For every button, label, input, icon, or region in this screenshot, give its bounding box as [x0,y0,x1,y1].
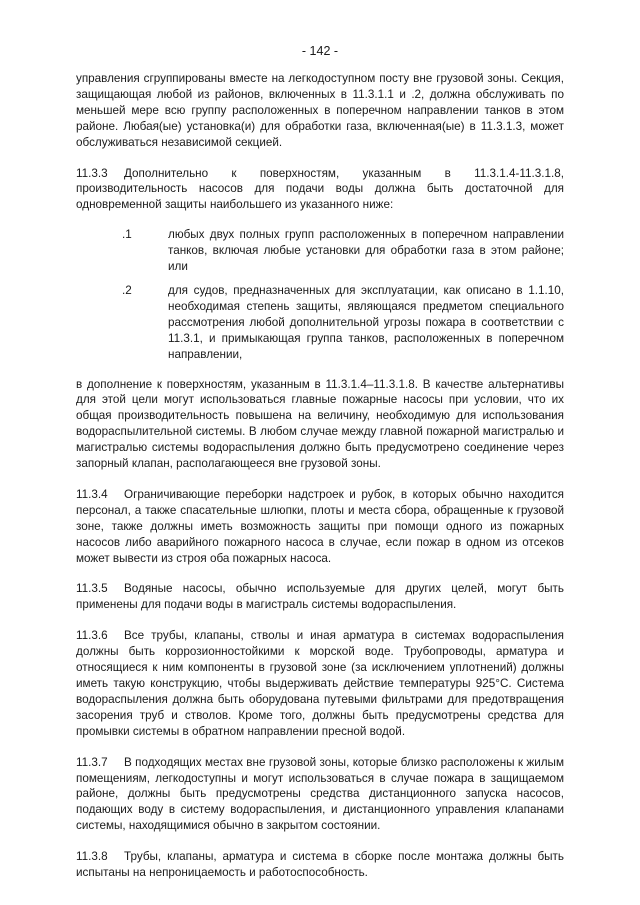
clause-number: 11.3.8 [76,850,108,864]
paragraph-11-3-7 [76,755,564,835]
clause-number: 11.3.3 [76,166,108,180]
clause-number: 11.3.7 [76,755,108,769]
document-body [76,71,564,896]
list-item-label: .1 [122,228,132,242]
clause-number: 11.3.4 [76,487,108,501]
clause-text: Дополнительно к поверхностям, указанным в 11.3.1.4-11.3.1.8, производительность насосов для подачи воды должна быть достаточной для одновременной защиты наибольшего из указанного ниже: [76,166,564,212]
paragraph-11-3-8 [76,849,564,881]
list-item [76,227,564,275]
paragraph-11-3-6 [76,628,564,739]
list-item-text: любых двух полных групп расположенных в поперечном направлении танков, включая любые установки для обработки газа в этом районе; или [168,228,564,274]
paragraph-continuation: управления сгруппированы вместе на легкодоступном посту вне грузовой зоны. Секция, защищающая любой из районов, включенных в 11.3.1.1 и .2, должна обслуживать по меньшей мере всю группу расположенных в поперечном направлении танков в этом районе. Любая(ые) установка(и) для обработки газа, включенная(ые) в 11.3.1.3, может обслуживаться независимой секцией. [76,72,564,149]
list-item-text: для судов, предназначенных для эксплуатации, как описано в 1.1.10, необходимая степень защиты, являющаяся предметом специального рассмотрения любой дополнительной угрозы пожара в соответствии с 11.3.1, и примыкающая группа танков, расположенных в поперечном направлении, [168,283,564,361]
clause-text: Водяные насосы, обычно используемые для других целей, могут быть применены для подачи воды в магистраль системы водораспыления. [76,582,564,612]
clause-text: Все трубы, клапаны, стволы и иная арматура в системах водораспыления должны быть коррозионностойкими к морской воде. Трубопроводы, арматура и относящиеся к ним компоненты в грузовой зоне (за исключением уплотнений) должны иметь такую конструкцию, чтобы выдерживать действие температуры 925°C. Система водораспыления должна быть оборудована путевыми фильтрами для предотвращения засорения труб и стволов. Кроме того, должны быть предусмотрены средства для промывки системы в обратном направлении пресной водой. [76,629,564,738]
clause-text: Трубы, клапаны, арматура и система в сборке после монтажа должны быть испытаны на непроницаемость и работоспособность. [76,850,564,880]
paragraph-11-3-5 [76,581,564,613]
clause-text: В подходящих местах вне грузовой зоны, которые близко расположены к жилым помещениям, легкодоступны и могут использоваться в случае пожара в защищаемом районе, должны быть предусмотрены средства дистанционного запуска насосов, подающих воду в систему водораспыления, и дистанционного управления клапанами системы, находящимися обычно в закрытом состоянии. [76,755,564,833]
paragraph-11-3-4 [76,487,564,567]
clause-text: Ограничивающие переборки надстроек и рубок, в которых обычно находится персонал, а также спасательные шлюпки, плоты и места сбора, обращенные к грузовой зоне, также должны иметь возможность защиты при помощи одного из пожарных насосов либо аварийного пожарного насоса в случае, если пожар в одном из отсеков может вывести из строя оба пожарных насоса. [76,487,564,565]
clause-number: 11.3.5 [76,582,108,596]
paragraph-11-3-3-continuation: в дополнение к поверхностям, указанным в 11.3.1.4–11.3.1.8. В качестве альтернативы для этой цели могут использоваться главные пожарные насосы при условии, что их общая производительность повышена на величину, необходимую для использования водораспылительной системы. В любом случае между главной пожарной магистралью и магистралью системы водораспыления должно быть предусмотрено соединение через запорный клапан, располагающееся вне грузовой зоны. [76,377,564,471]
list-item [76,283,564,363]
clause-number: 11.3.6 [76,629,108,643]
paragraph-11-3-3 [76,166,564,214]
page-number: - 142 - [301,44,339,58]
list-item-label: .2 [122,283,132,297]
